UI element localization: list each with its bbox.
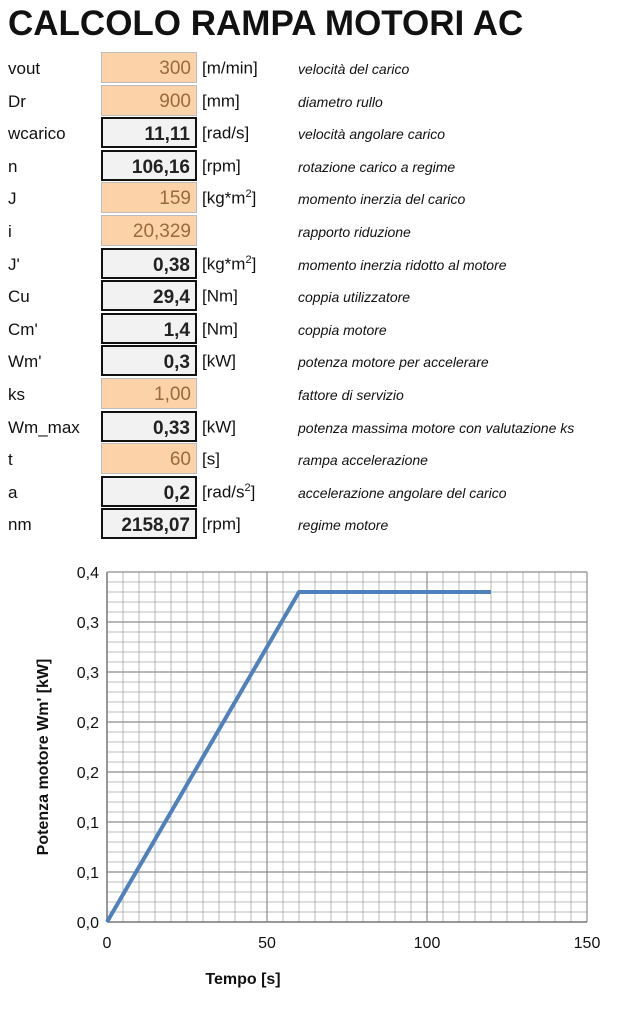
unit-exponent: 2 — [245, 188, 252, 201]
param-label: a — [8, 482, 18, 502]
unit-label — [202, 91, 240, 112]
power-chart — [0, 556, 640, 1014]
y-tick-label: 0,4 — [76, 565, 99, 582]
unit-close: ] — [251, 189, 257, 209]
param-description: diametro rullo — [298, 93, 383, 110]
result-cell: 0,3 — [101, 345, 197, 376]
y-tick-label: 0,3 — [76, 615, 99, 632]
param-description: fattore di servizio — [298, 386, 404, 403]
param-label: Dr — [8, 91, 26, 111]
param-label: Wm' — [8, 352, 42, 372]
x-axis-title: Tempo [s] — [205, 971, 281, 988]
param-label: Cm' — [8, 319, 38, 339]
unit-text: [kg*m — [202, 189, 246, 209]
y-tick-label: 0,1 — [76, 815, 99, 832]
unit-label — [202, 351, 236, 372]
unit-close: ] — [251, 254, 257, 274]
unit-label — [202, 254, 256, 275]
page-title: CALCOLO RAMPA MOTORI AC — [8, 4, 524, 43]
unit-label — [202, 286, 238, 307]
unit-label — [202, 188, 256, 209]
input-cell[interactable]: 900 — [101, 85, 197, 116]
x-tick-label: 50 — [258, 935, 276, 952]
unit-text: [Nm] — [202, 319, 238, 339]
param-label: n — [8, 156, 18, 176]
param-description: momento inerzia ridotto al motore — [298, 256, 507, 273]
param-label: Cu — [8, 287, 30, 307]
result-cell: 0,38 — [101, 248, 197, 279]
x-tick-label: 150 — [573, 935, 601, 952]
unit-exponent: 2 — [244, 481, 251, 494]
input-cell[interactable]: 300 — [101, 52, 197, 83]
unit-label — [202, 156, 241, 177]
unit-label — [202, 123, 249, 144]
unit-label — [202, 514, 241, 535]
result-cell: 1,4 — [101, 313, 197, 344]
param-description: rapporto riduzione — [298, 223, 411, 240]
input-cell[interactable]: 1,00 — [101, 378, 197, 409]
result-cell: 106,16 — [101, 150, 197, 181]
param-description: velocità del carico — [298, 61, 410, 77]
y-tick-label: 0,2 — [76, 765, 99, 782]
unit-text: [rpm] — [202, 156, 241, 176]
y-tick-label: 0,2 — [76, 715, 99, 732]
result-cell: 0,2 — [101, 476, 197, 507]
unit-text: [kW] — [202, 417, 236, 437]
input-cell[interactable]: 60 — [101, 443, 197, 474]
param-description: coppia utilizzatore — [298, 289, 411, 306]
unit-close: ] — [250, 482, 256, 502]
param-label: vout — [8, 59, 41, 78]
unit-label — [202, 58, 258, 79]
result-cell: 2158,07 — [101, 508, 197, 539]
param-label: wcarico — [8, 124, 66, 144]
unit-text: [kg*m — [202, 254, 246, 274]
unit-exponent: 2 — [245, 253, 252, 266]
param-label: Wm_max — [8, 417, 80, 437]
unit-label — [202, 449, 220, 470]
y-axis-title: Potenza motore Wm' [kW] — [35, 658, 52, 856]
unit-label — [202, 482, 255, 503]
param-description: rampa accelerazione — [298, 452, 428, 469]
y-tick-label: 0,3 — [76, 665, 99, 682]
x-tick-label: 100 — [413, 935, 441, 952]
unit-text: [rad/s] — [202, 123, 250, 143]
result-cell: 11,11 — [101, 117, 197, 148]
unit-text: [s] — [202, 449, 220, 469]
param-label: i — [8, 221, 12, 241]
unit-text: [rad/s — [202, 482, 245, 502]
unit-text: [kW] — [202, 352, 236, 371]
x-tick-label: 0 — [102, 935, 112, 952]
param-description: potenza motore per accelerare — [298, 354, 489, 371]
unit-text: [rpm] — [202, 514, 241, 534]
param-description: momento inerzia del carico — [298, 191, 466, 208]
param-description: rotazione carico a regime — [298, 158, 456, 175]
unit-label — [202, 319, 238, 340]
param-label: J — [8, 189, 17, 209]
param-label: J' — [8, 254, 20, 274]
unit-text: [mm] — [202, 91, 240, 111]
unit-text: [m/min] — [202, 58, 258, 78]
input-cell[interactable]: 159 — [101, 182, 197, 213]
param-label: ks — [8, 384, 25, 404]
result-cell: 0,33 — [101, 411, 197, 442]
param-description: accelerazione angolare del carico — [298, 484, 507, 501]
param-description: velocità angolare carico — [298, 126, 446, 143]
param-description: coppia motore — [298, 321, 387, 338]
input-cell[interactable]: 20,329 — [101, 215, 197, 246]
y-tick-label: 0,0 — [76, 915, 99, 932]
param-description: potenza massima motore con valutazione ks — [298, 419, 575, 436]
unit-label — [202, 417, 236, 438]
unit-text: [Nm] — [202, 286, 238, 306]
param-label: t — [8, 450, 13, 470]
param-description: regime motore — [298, 517, 389, 534]
y-tick-label: 0,1 — [76, 865, 99, 882]
result-cell: 29,4 — [101, 280, 197, 311]
param-label: nm — [8, 515, 32, 535]
